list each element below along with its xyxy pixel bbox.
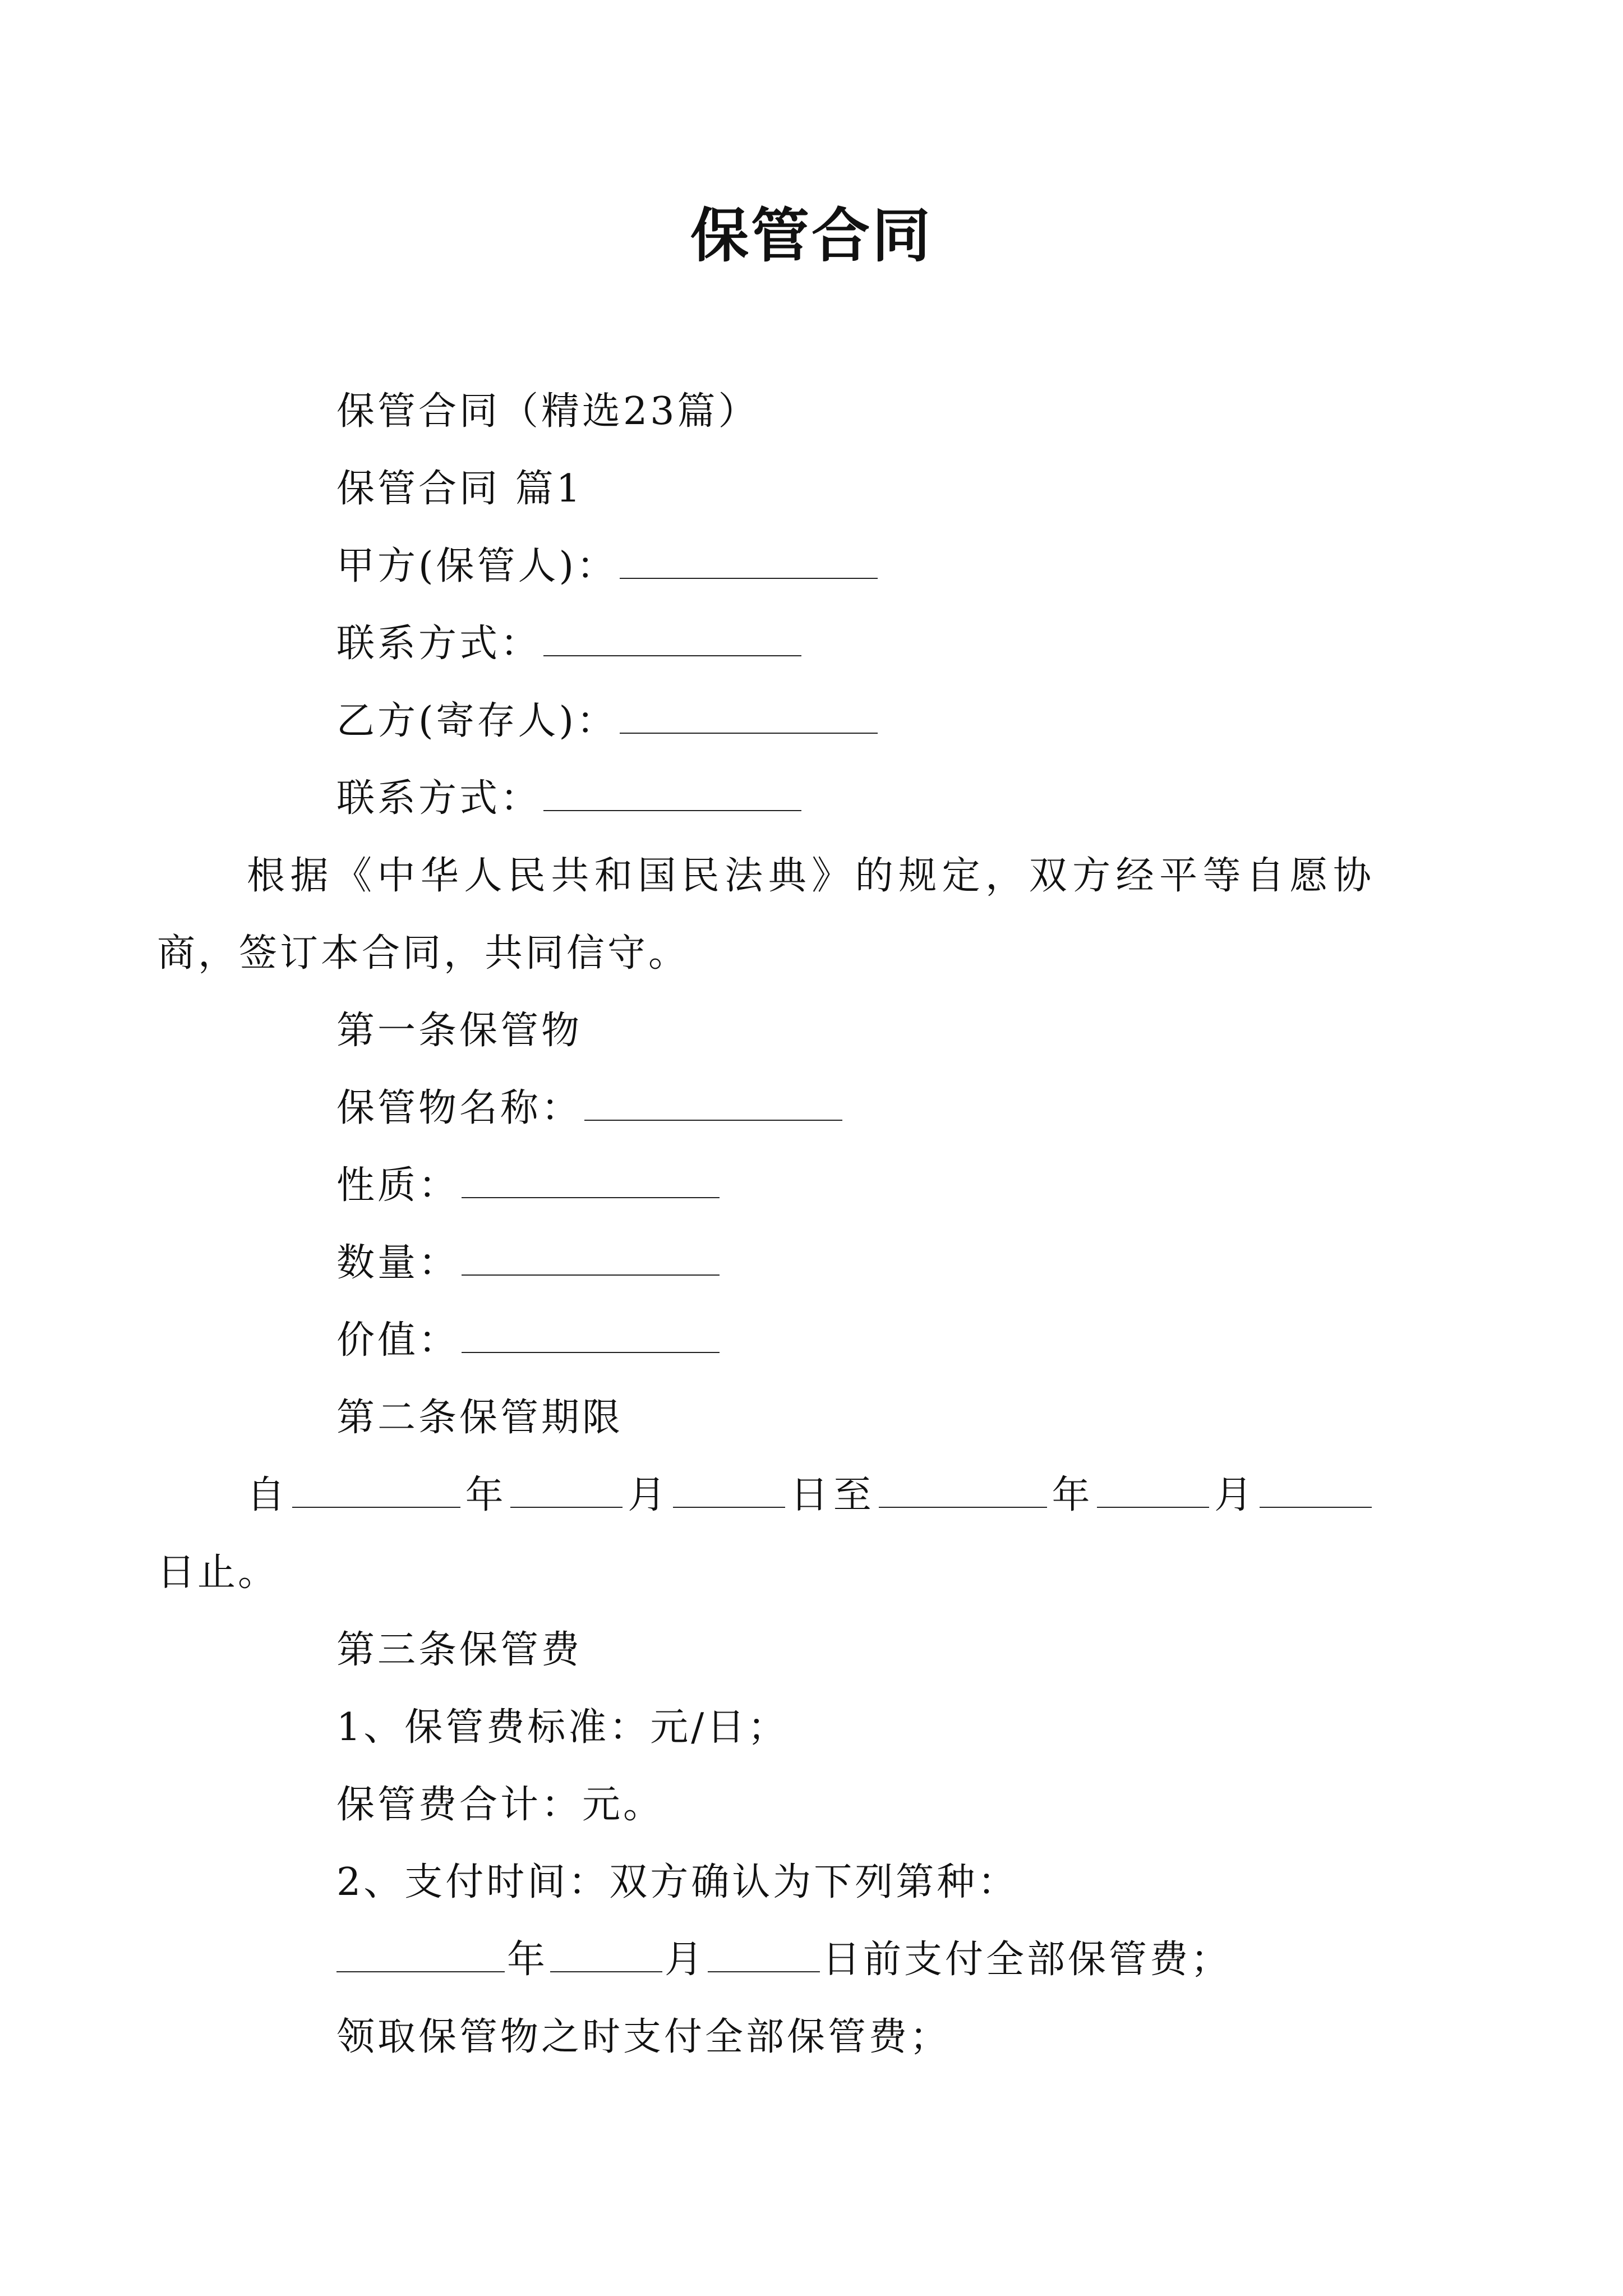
- party-b-blank: [620, 701, 878, 734]
- article-1-heading: 第一条保管物: [336, 1009, 583, 1053]
- payment-time-line: 2、支付时间：双方确认为下列第种：: [336, 1860, 1019, 1904]
- item-nature-line: [247, 1147, 1374, 1225]
- term-day2-blank: [1260, 1475, 1372, 1508]
- payment-option-1-line: [247, 1921, 1374, 1999]
- payment-year-blank: [336, 1940, 505, 1972]
- item-value-blank: [462, 1320, 720, 1353]
- item-quantity-label: 数量：: [336, 1241, 460, 1285]
- payment-option-2-line: 领取保管物之时支付全部保管费；: [336, 2015, 951, 2059]
- term-month1-blank: [510, 1475, 623, 1508]
- item-quantity-blank: [462, 1243, 720, 1276]
- term-paragraph: [157, 1457, 1374, 1612]
- preamble-paragraph: 根据《中华人民共和国民法典》的规定，双方经平等自愿协商，签订本合同，共同信守。: [157, 854, 1374, 976]
- term-year1: 年: [462, 1473, 509, 1517]
- document-body: [157, 373, 1374, 2076]
- contact-2-label: 联系方式：: [336, 776, 542, 821]
- subtitle-line: 保管合同（精选23篇）: [336, 389, 759, 434]
- term-day1-blank: [673, 1475, 785, 1508]
- item-name-label: 保管物名称：: [336, 1086, 583, 1130]
- section-heading: 保管合同 篇1: [336, 467, 583, 511]
- term-from: 自: [247, 1473, 290, 1517]
- payment-year: 年: [507, 1938, 548, 1982]
- fee-standard-line: 1、保管费标准：元/日；: [336, 1705, 789, 1750]
- term-year2-blank: [879, 1475, 1047, 1508]
- term-day-end: 日止。: [157, 1550, 279, 1595]
- item-name-line: [247, 1070, 1374, 1147]
- contact-1-blank: [543, 624, 801, 656]
- payment-day-rest: 日前支付全部保管费；: [822, 1938, 1232, 1982]
- item-value-line: [247, 1302, 1374, 1379]
- term-day-to: 日至: [787, 1473, 877, 1517]
- fee-total-line: 保管费合计：元。: [336, 1783, 665, 1827]
- party-a-blank: [620, 546, 878, 579]
- contact-1-label: 联系方式：: [336, 622, 542, 666]
- term-month2-blank: [1097, 1475, 1209, 1508]
- document-title: 保管合同: [690, 201, 933, 270]
- contact-2-blank: [543, 779, 801, 811]
- term-year1-blank: [292, 1475, 460, 1508]
- term-month1: 月: [625, 1473, 671, 1517]
- article-3-heading: 第三条保管费: [336, 1628, 583, 1672]
- item-nature-label: 性质：: [336, 1163, 460, 1208]
- party-a-label: 甲方(保管人)：: [336, 544, 618, 588]
- payment-day-blank: [708, 1940, 820, 1972]
- item-value-label: 价值：: [336, 1318, 460, 1363]
- payment-month: 月: [665, 1938, 706, 1982]
- term-year2: 年: [1049, 1473, 1095, 1517]
- party-b-label: 乙方(寄存人)：: [336, 699, 618, 743]
- article-2-heading: 第二条保管期限: [336, 1396, 624, 1440]
- item-quantity-line: [247, 1225, 1374, 1302]
- party-b-line: [247, 683, 1374, 760]
- contact-2-line: [247, 760, 1374, 838]
- party-a-line: [247, 528, 1374, 605]
- contact-1-line: [247, 605, 1374, 683]
- term-month2: 月: [1211, 1473, 1257, 1517]
- item-nature-blank: [462, 1166, 720, 1198]
- payment-month-blank: [550, 1940, 662, 1972]
- item-name-blank: [584, 1088, 842, 1121]
